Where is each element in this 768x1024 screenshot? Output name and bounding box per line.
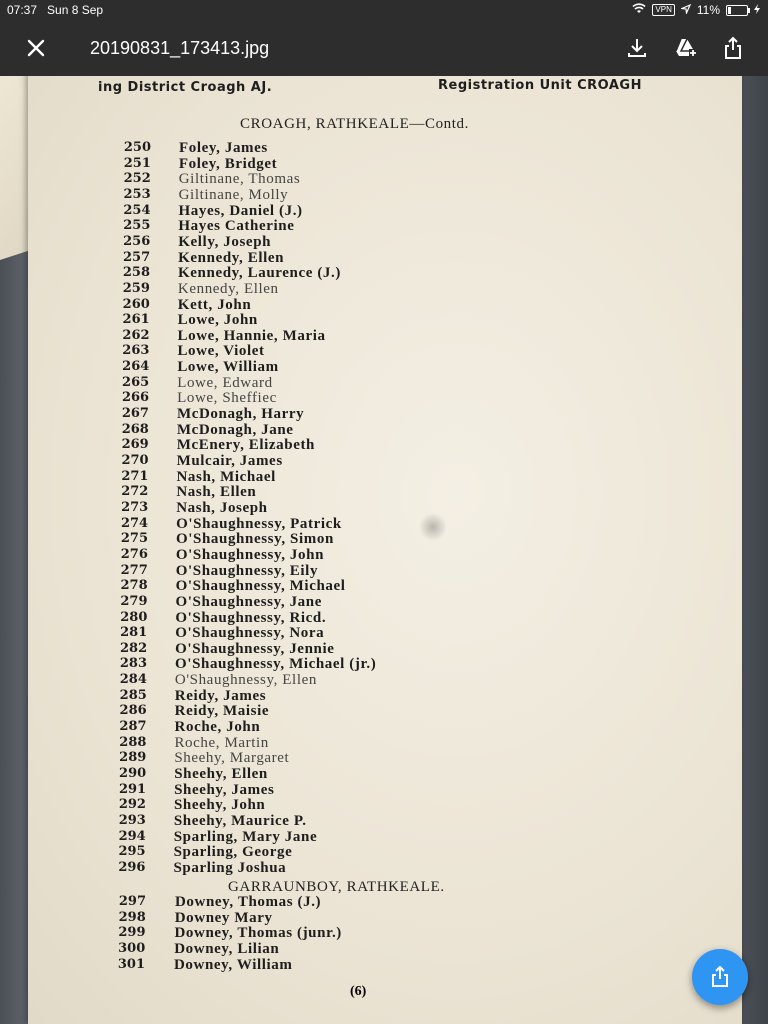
entry-name: O'Shaughnessy, Simon xyxy=(176,531,334,548)
list-item xyxy=(28,894,742,910)
list-item xyxy=(28,469,742,485)
entry-name: Reidy, James xyxy=(174,687,267,704)
entry-name: Sparling, Mary Jane xyxy=(173,828,318,845)
entry-name: Lowe, Violet xyxy=(177,343,265,360)
close-icon[interactable] xyxy=(22,34,50,62)
entry-name: Lowe, Sheffiec xyxy=(177,390,277,407)
entry-name: Downey Mary xyxy=(174,909,273,926)
vpn-badge: VPN xyxy=(652,4,674,16)
entry-number: 282 xyxy=(120,640,148,656)
entry-name: Downey, Thomas (J.) xyxy=(175,894,322,910)
entry-number: 255 xyxy=(123,218,151,234)
entry-name: Lowe, Hannie, Maria xyxy=(177,327,326,344)
entry-name: Foley, Bridget xyxy=(178,155,278,172)
share-fab-button[interactable] xyxy=(692,949,748,1005)
list-item xyxy=(28,547,742,563)
entry-number: 260 xyxy=(122,296,150,312)
list-item xyxy=(28,813,742,829)
entry-name: Nash, Michael xyxy=(176,468,276,485)
list-item xyxy=(28,941,742,957)
status-date: Sun 8 Sep xyxy=(47,3,104,17)
list-item xyxy=(28,656,742,672)
entry-number: 301 xyxy=(117,956,145,972)
entry-name: Lowe, Edward xyxy=(177,374,273,391)
entry-name: Lowe, William xyxy=(177,359,279,376)
entry-number: 280 xyxy=(120,609,148,625)
entry-name: O'Shaughnessy, Jane xyxy=(175,593,322,610)
list-item xyxy=(28,625,742,641)
entry-number: 261 xyxy=(122,312,150,328)
list-item xyxy=(28,265,742,281)
entry-number: 274 xyxy=(120,515,149,531)
list-item xyxy=(28,437,742,453)
list-item xyxy=(28,343,742,359)
entry-number: 252 xyxy=(123,171,151,187)
entry-number: 279 xyxy=(120,593,148,609)
entry-number: 292 xyxy=(118,797,146,813)
list-item xyxy=(28,406,742,422)
entry-name: O'Shaughnessy, Jennie xyxy=(175,640,335,657)
share-icon xyxy=(708,964,732,990)
entry-number: 275 xyxy=(120,531,148,547)
add-to-drive-icon[interactable] xyxy=(672,35,698,61)
entry-number: 288 xyxy=(119,734,147,750)
entry-name: Kett, John xyxy=(177,296,252,313)
document-photo xyxy=(28,60,742,1024)
entry-number: 289 xyxy=(119,750,147,766)
entry-number: 276 xyxy=(120,546,148,562)
entry-number: 266 xyxy=(121,390,150,406)
entry-number: 268 xyxy=(121,421,149,437)
entry-name: O'Shaughnessy, Eily xyxy=(175,562,319,579)
list-item xyxy=(28,359,742,375)
entry-number: 262 xyxy=(122,327,150,343)
entry-number: 273 xyxy=(121,499,149,515)
list-item xyxy=(28,910,742,926)
list-item xyxy=(28,641,742,657)
entry-number: 300 xyxy=(118,940,146,956)
entry-name: McDonagh, Jane xyxy=(176,421,294,438)
list-item xyxy=(28,782,742,798)
entry-number: 293 xyxy=(118,812,146,828)
entry-name: McDonagh, Harry xyxy=(176,406,305,423)
download-icon[interactable] xyxy=(624,35,650,61)
entry-name: Hayes Catherine xyxy=(178,218,295,235)
entry-name: Kennedy, Ellen xyxy=(177,280,279,297)
section-title-croagh: CROAGH, RATHKEALE—Contd. xyxy=(240,116,469,132)
entry-number: 295 xyxy=(118,844,146,860)
entry-number: 259 xyxy=(122,280,150,296)
entry-name: Kennedy, Laurence (J.) xyxy=(178,265,341,282)
list-item xyxy=(28,750,742,766)
entry-number: 257 xyxy=(123,249,151,265)
share-icon[interactable] xyxy=(720,35,746,61)
entry-number: 291 xyxy=(118,781,147,797)
entry-name: Sheehy, Ellen xyxy=(174,766,268,782)
list-item xyxy=(28,844,742,860)
list-item xyxy=(28,860,742,876)
entry-name: Giltinane, Molly xyxy=(178,186,289,203)
list-item xyxy=(28,156,742,172)
list-item xyxy=(28,516,742,532)
entry-name: Downey, William xyxy=(174,956,293,973)
entry-name: Giltinane, Thomas xyxy=(178,171,301,188)
entry-name: O'Shaughnessy, Patrick xyxy=(176,515,342,532)
entry-name: Lowe, John xyxy=(177,312,258,329)
entry-name: Sheehy, Maurice P. xyxy=(173,812,307,829)
entry-number: 253 xyxy=(123,186,151,202)
entry-name: Mulcair, James xyxy=(176,453,283,469)
list-item xyxy=(28,422,742,438)
entry-name: Kelly, Joseph xyxy=(178,233,272,250)
list-item xyxy=(28,594,742,610)
entry-number: 254 xyxy=(123,202,151,218)
list-item xyxy=(28,297,742,313)
entry-number: 271 xyxy=(121,468,149,484)
battery-icon xyxy=(726,5,748,16)
entry-number: 277 xyxy=(120,562,148,578)
page-number: (6) xyxy=(350,984,367,999)
location-arrow-icon xyxy=(681,3,691,17)
list-item xyxy=(28,375,742,391)
list-item xyxy=(28,390,742,406)
section-title-garraunboy: GARRAUNBOY, RATHKEALE. xyxy=(228,879,445,895)
entry-number: 281 xyxy=(120,625,148,641)
entry-number: 270 xyxy=(121,453,149,468)
charging-icon xyxy=(754,3,760,17)
entry-name: O'Shaughnessy, Nora xyxy=(175,625,325,642)
entry-number: 287 xyxy=(119,719,147,735)
list-item xyxy=(28,328,742,344)
app-bar xyxy=(0,22,768,76)
entry-name: Roche, John xyxy=(174,719,261,736)
list-item xyxy=(28,500,742,516)
wifi-icon xyxy=(632,3,646,17)
list-item xyxy=(28,719,742,735)
list-item xyxy=(28,531,742,547)
entry-number: 284 xyxy=(119,672,147,688)
list-item xyxy=(28,766,742,782)
entry-name: Nash, Ellen xyxy=(176,484,257,501)
list-item xyxy=(28,140,742,156)
entry-number: 290 xyxy=(119,766,147,781)
entry-name: O'Shaughnessy, Michael (jr.) xyxy=(175,656,377,673)
entry-number: 283 xyxy=(119,656,148,672)
list-item xyxy=(28,610,742,626)
entry-number: 299 xyxy=(118,925,146,941)
list-item xyxy=(28,925,742,941)
entry-name: Sheehy, James xyxy=(174,781,275,798)
entry-name: Kennedy, Ellen xyxy=(178,249,285,266)
file-title: 20190831_173413.jpg xyxy=(90,38,270,58)
entry-name: McEnery, Elizabeth xyxy=(176,437,316,454)
list-item xyxy=(28,578,742,594)
list-item xyxy=(28,703,742,719)
entry-name: O'Shaughnessy, John xyxy=(175,546,325,563)
list-item xyxy=(28,171,742,187)
entry-number: 298 xyxy=(118,909,146,925)
entry-number: 272 xyxy=(121,484,149,500)
entry-number: 258 xyxy=(122,265,151,281)
list-item xyxy=(28,234,742,250)
entry-number: 256 xyxy=(123,233,151,249)
entry-number: 264 xyxy=(122,359,150,375)
list-item xyxy=(28,484,742,500)
status-time: 07:37 xyxy=(7,3,38,17)
entry-name: Sparling Joshua xyxy=(173,859,287,876)
entry-name: O'Shaughnessy, Michael xyxy=(175,578,346,595)
entry-number: 263 xyxy=(122,343,150,359)
entry-name: Roche, Martin xyxy=(174,734,269,751)
entry-number: 297 xyxy=(118,894,146,909)
list-item xyxy=(28,218,742,234)
entry-number: 251 xyxy=(123,155,151,171)
entry-name: Sheehy, John xyxy=(173,797,266,814)
list-item xyxy=(28,312,742,328)
entry-name: O'Shaughnessy, Ricd. xyxy=(175,609,327,626)
list-item xyxy=(28,281,742,297)
list-item xyxy=(28,735,742,751)
list-item xyxy=(28,829,742,845)
list-item xyxy=(28,672,742,688)
list-item xyxy=(28,957,742,973)
entry-number: 265 xyxy=(122,374,150,390)
entry-name: Reidy, Maisie xyxy=(174,703,270,720)
entry-number: 269 xyxy=(121,437,149,453)
entry-name: Sparling, George xyxy=(173,844,293,861)
list-item xyxy=(28,187,742,203)
entry-name: Foley, James xyxy=(179,140,268,156)
entry-number: 278 xyxy=(120,578,148,594)
entry-name: Nash, Joseph xyxy=(176,499,268,516)
header-left: ing District Croagh AJ. xyxy=(98,80,273,95)
status-bar xyxy=(0,0,768,22)
entry-name: Hayes, Daniel (J.) xyxy=(178,202,303,219)
entry-number: 267 xyxy=(121,406,149,422)
list-item xyxy=(28,203,742,219)
list-item xyxy=(28,688,742,704)
entry-number: 294 xyxy=(118,828,146,844)
entry-name: Downey, Lilian xyxy=(174,940,280,957)
entry-name: O'Shaughnessy, Ellen xyxy=(174,672,317,689)
list-item xyxy=(28,453,742,469)
list-item xyxy=(28,250,742,266)
entry-number: 286 xyxy=(119,703,147,719)
battery-percent: 11% xyxy=(696,3,720,17)
entry-number: 250 xyxy=(123,140,151,155)
list-item xyxy=(28,797,742,813)
entry-name: Sheehy, Margaret xyxy=(174,750,290,767)
entry-name: Downey, Thomas (junr.) xyxy=(174,925,342,942)
header-right: Registration Unit CROAGH xyxy=(438,78,642,93)
list-item xyxy=(28,563,742,579)
entry-number: 296 xyxy=(118,859,146,875)
entry-number: 285 xyxy=(119,687,147,703)
